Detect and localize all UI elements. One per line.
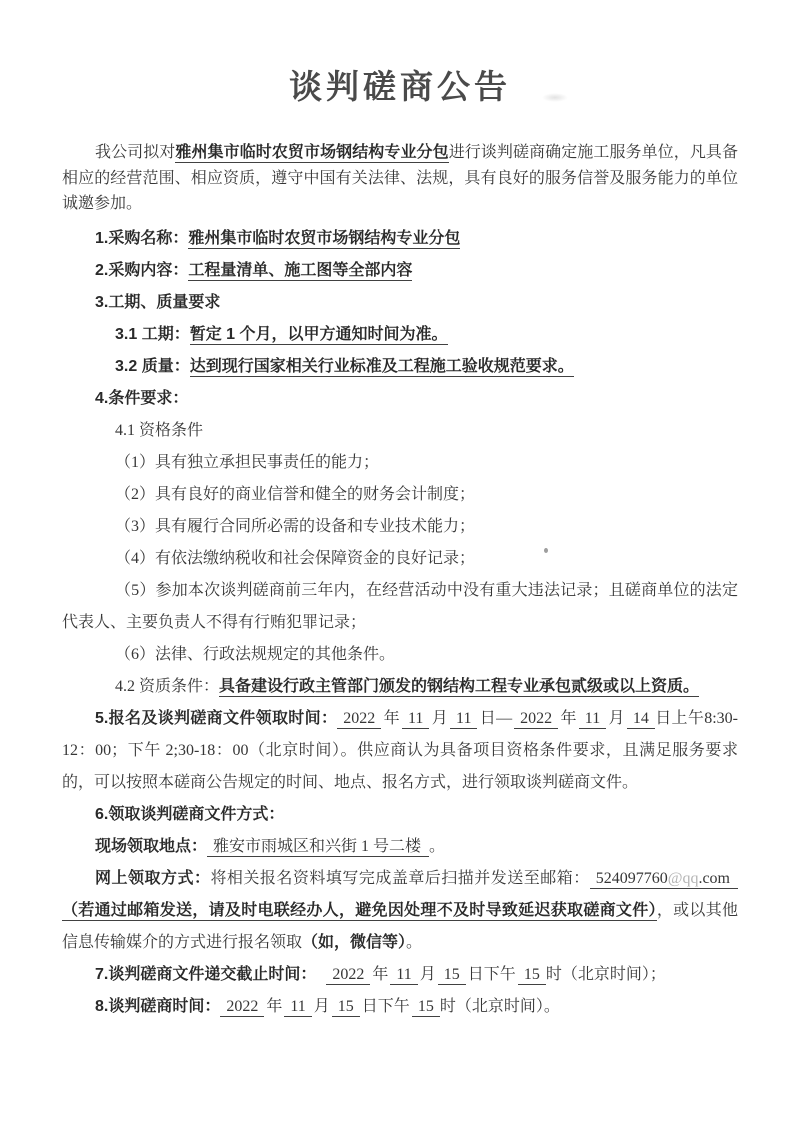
announcement-body: [62, 223, 738, 1023]
condition-item: [62, 639, 738, 671]
date-unit: 日下午: [467, 965, 516, 983]
date-unit: 年: [372, 965, 389, 983]
condition-text: （6）法律、行政法规规定的其他条件。: [115, 645, 396, 663]
item-label: 4.1 资格条件: [115, 421, 204, 439]
month-fill: 11: [390, 966, 417, 985]
condition-text: （3）具有履行合同所必需的设备和专业技术能力；: [115, 517, 476, 535]
item-text: ，或以其他信息传输媒介的方式进行报名领取: [62, 901, 738, 951]
item-label: 3.1 工期：: [115, 325, 190, 343]
item-conditions-heading: [62, 383, 738, 415]
date-unit: 年: [560, 709, 577, 727]
condition-text: （1）具有独立承担民事责任的能力；: [115, 453, 380, 471]
date-unit: 月: [419, 965, 436, 983]
item-schedule-quality-heading: [62, 287, 738, 319]
page-title: 谈判磋商公告: [289, 70, 511, 106]
condition-text: （5）参加本次谈判磋商前三年内，在经营活动中没有重大违法记录；且磋商单位的法定代表人、主要负责人不得有行贿犯罪记录；: [62, 581, 738, 631]
condition-item: [62, 511, 738, 543]
date-unit: 年: [266, 997, 283, 1015]
date-unit: 日下午: [361, 997, 410, 1015]
item-purchase-content: [62, 255, 738, 287]
onsite-address: 雅安市雨城区和兴街 1 号二楼: [207, 838, 429, 857]
email-user: 524097760: [595, 869, 668, 887]
item-text: 日上午8:30-12：00；下午 2;30-18：00（北京时间）。供应商认为具备项目资格条件要求，且满足服务要求的，可以按照本磋商公告规定的时间、地点、报名方式，进行领取谈判磋商文件。: [62, 709, 738, 791]
email-tld: .com: [698, 869, 730, 887]
wechat-note: （如，微信等）: [302, 933, 407, 951]
condition-text: （2）具有良好的商业信誉和健全的财务会计制度；: [115, 485, 476, 503]
condition-item: [62, 575, 738, 639]
item-label: 3.工期、质量要求: [95, 293, 221, 311]
online-collection-paragraph: [62, 863, 738, 959]
item-schedule: [62, 319, 738, 351]
day-fill: 15: [332, 998, 360, 1017]
item-label: 4.2 资质条件：: [115, 677, 220, 695]
item-label: 2.采购内容：: [95, 261, 189, 279]
hour-fill: 15: [412, 998, 440, 1017]
item-label: 4.条件要求：: [95, 389, 189, 407]
item-label: 网上领取方式：: [95, 869, 211, 887]
intro-text-pre: 我公司拟对: [95, 144, 176, 161]
item-label: 3.2 质量：: [115, 357, 190, 375]
intro-text-post: 进行谈判磋商确定施工服务单位，凡具备相应的经营范围、相应资质，遵守中国有关法律、法规，具有良好的服务信誉及服务能力的单位诚邀参加。: [62, 144, 738, 212]
item-text: 将相关报名资料填写完成盖章后扫描并发送至邮箱：: [210, 869, 590, 887]
item-value: 工程量清单、施工图等全部内容: [188, 261, 413, 279]
date-unit: 月: [608, 709, 625, 727]
item-collection-method-heading: [62, 799, 738, 831]
item-label: 7.谈判磋商文件递交截止时间：: [95, 965, 317, 983]
day-fill: 15: [438, 966, 466, 985]
condition-text: （4）有依法缴纳税收和社会保障资金的良好记录；: [115, 549, 476, 567]
email-warning-note: （若通过邮箱发送，请及时电联经办人，避免因处理不及时导致延迟获取磋商文件）: [62, 901, 657, 919]
condition-item: [62, 543, 738, 575]
item-purchase-name: [62, 223, 738, 255]
year-fill: 2022: [326, 966, 370, 985]
month-fill: 11: [402, 710, 429, 729]
item-value: 雅州集市临时农贸市场钢结构专业分包: [188, 229, 461, 247]
date-unit: 日—: [479, 709, 513, 727]
item-text: 时（北京时间）。: [439, 997, 560, 1015]
email-at-domain: @qq: [667, 869, 699, 887]
item-label: 8.谈判磋商时间：: [95, 997, 221, 1015]
month-fill: 11: [579, 710, 606, 729]
item-value: 具备建设行政主管部门颁发的钢结构工程专业承包贰级或以上资质。: [219, 677, 700, 695]
item-quality: [62, 351, 738, 383]
item-value: 达到现行国家相关行业标准及工程施工验收规范要求。: [189, 357, 574, 375]
project-name-highlight: 雅州集市临时农贸市场钢结构专业分包: [175, 144, 449, 161]
day-fill: 11: [450, 710, 477, 729]
condition-item: [62, 479, 738, 511]
item-label: 6.领取谈判磋商文件方式：: [95, 805, 285, 823]
scan-dot-artifact: [544, 548, 548, 553]
date-unit: 年: [383, 709, 400, 727]
year-fill: 2022: [337, 710, 381, 729]
item-label: 1.采购名称：: [95, 229, 189, 247]
day-fill: 14: [627, 710, 655, 729]
year-fill: 2022: [220, 998, 264, 1017]
item-certification: [62, 671, 738, 703]
scan-smudge-artifact: [542, 93, 568, 102]
condition-item: [62, 447, 738, 479]
item-label: 现场领取地点：: [95, 837, 208, 855]
email-address: [590, 870, 738, 889]
year-fill: 2022: [514, 710, 558, 729]
onsite-location-line: [62, 831, 738, 863]
date-unit: 月: [313, 997, 330, 1015]
item-value: 暂定 1 个月，以甲方通知时间为准。: [189, 325, 448, 343]
intro-paragraph: [62, 140, 738, 217]
item-submission-deadline: [62, 959, 738, 991]
item-text: 时（北京时间）；: [545, 965, 666, 983]
period: 。: [406, 933, 423, 951]
period: 。: [429, 837, 446, 855]
hour-fill: 15: [518, 966, 546, 985]
month-fill: 11: [284, 998, 311, 1017]
item-qualification-heading: [62, 415, 738, 447]
date-unit: 月: [431, 709, 449, 727]
item-file-collection-time: [62, 703, 738, 799]
item-negotiation-time: [62, 991, 738, 1023]
item-label: 5.报名及谈判磋商文件领取时间：: [95, 709, 338, 727]
